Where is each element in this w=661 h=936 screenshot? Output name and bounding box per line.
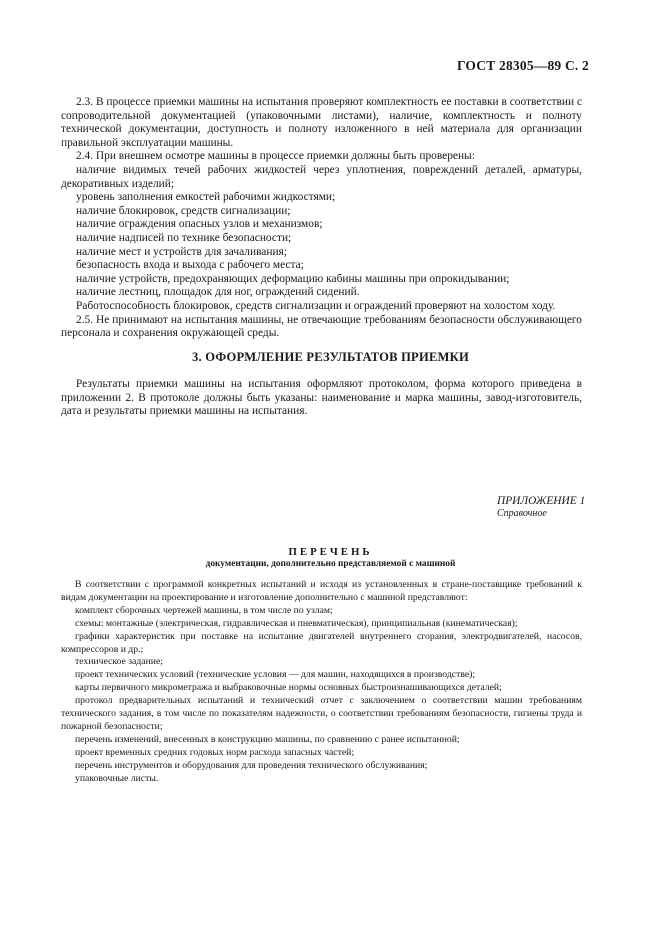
inspection-item: наличие лестниц, площадок для ног, ограждений сидений.: [76, 286, 360, 299]
inspection-item: наличие мест и устройств для зачаливания;: [76, 245, 287, 258]
inspection-item: безопасность входа и выхода с рабочего места;: [76, 259, 304, 272]
paragraph-2-3: 2.3. В процессе приемки машины на испытания проверяют комплектность ее поставки в соответствии с сопроводительной документацией (упаковочными листами), наличие, комплектность и полноту технической документации, доступность и полноту изложенного в ней материала для организации правильной эксплуатации машины.: [61, 96, 582, 149]
paragraph-idle-check: Работоспособность блокировок, средств сигнализации и ограждений проверяют на холостом ходу.: [76, 299, 556, 312]
paragraph-2-5: 2.5. Не принимают на испытания машины, не отвечающие требованиям безопасности обслуживающего персонала и сохранения окружающей среды.: [61, 313, 582, 340]
inspection-item: уровень заполнения емкостей рабочими жидкостями;: [76, 191, 336, 204]
appendix-list-item: упаковочные листы.: [75, 772, 159, 784]
appendix-list-item: протокол предварительных испытаний и технический отчет с заключением о соответствии машин требованиям технического задания, в том числе по показателям надежности, о соответствии требованиям безопасности, гигиены труда и пожарной безопасности;: [61, 695, 582, 732]
appendix-list-item: графики характеристик при поставке на испытание двигателей внутреннего сгорания, электродвигателей, насосов, компрессоров и др.;: [61, 630, 582, 655]
appendix-list-item: перечень инструментов и оборудования для проведения технического обслуживания;: [75, 759, 428, 771]
appendix-list-item: проект технических условий (технические условия — для машин, находящихся в производстве);: [75, 669, 476, 681]
inspection-item: наличие ограждения опасных узлов и механизмов;: [76, 218, 323, 231]
page-header-doc-ref: ГОСТ 28305—89 С. 2: [456, 58, 589, 73]
appendix-sublabel: Справочное: [497, 507, 547, 519]
appendix-label-block: [497, 495, 585, 520]
inspection-item: наличие блокировок, средств сигнализации;: [76, 204, 291, 217]
paragraph-2-4: 2.4. При внешнем осмотре машины в процессе приемки должны быть проверены:: [76, 150, 475, 163]
appendix-list-item: карты первичного микрометража и выбраковочные нормы основных быстроизнашивающихся деталей;: [75, 682, 502, 694]
section-3-title: 3. ОФОРМЛЕНИЕ РЕЗУЛЬТАТОВ ПРИЕМКИ: [192, 350, 469, 364]
appendix-list-item: перечень изменений, внесенных в конструкцию машины, по сравнению с ранее испытанной;: [75, 733, 460, 745]
section-2-body: [61, 96, 582, 341]
appendix-intro: В соответствии с программой конкретных испытаний и исходя из установленных в стране-поставщике требований к видам документации на проектирование и изготовление дополнительно с машиной представляют:: [61, 579, 582, 603]
appendix-list-item: проект временных средних годовых норм расхода запасных частей;: [75, 746, 355, 758]
appendix-subtitle: документации, дополнительно представляемой с машиной: [205, 559, 456, 569]
appendix-title: ПЕРЕЧЕНЬ: [288, 546, 373, 558]
appendix-body: [61, 579, 582, 786]
inspection-item: наличие устройств, предохраняющих деформацию кабины машины при опрокидывании;: [76, 272, 510, 285]
paragraph-results: Результаты приемки машины на испытания оформляют протоколом, форма которого приведена в приложении 2. В протоколе должны быть указаны: наименование и марка машины, завод-изготовитель, дата и результаты приемки машины на испытания.: [61, 378, 582, 418]
section-3-body: [61, 378, 582, 419]
appendix-list-item: техническое задание;: [75, 656, 163, 668]
appendix-label: ПРИЛОЖЕНИЕ 1: [497, 495, 586, 507]
appendix-list-item: схемы: монтажные (электрическая, гидравлическая и пневматическая), принципиальная (кинематическая);: [75, 617, 518, 629]
appendix-list-item: комплект сборочных чертежей машины, в том числе по узлам;: [75, 604, 333, 616]
inspection-item: наличие видимых течей рабочих жидкостей через уплотнения, повреждений деталей, арматуры, декоративных изделий;: [61, 163, 582, 190]
inspection-item: наличие надписей по технике безопасности;: [76, 231, 292, 244]
